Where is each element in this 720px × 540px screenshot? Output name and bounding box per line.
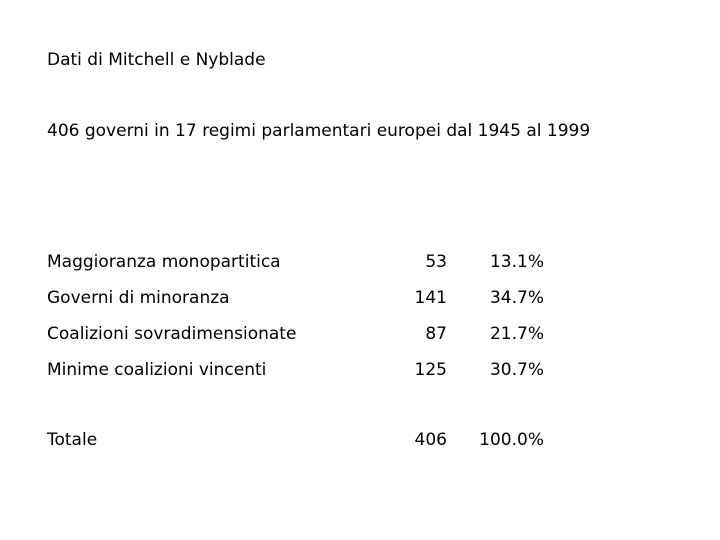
total-row	[47, 428, 567, 464]
table-row	[47, 322, 567, 358]
table-row	[47, 250, 567, 286]
total-count: 406	[414, 430, 447, 450]
row-label: Maggioranza monopartitica	[47, 252, 281, 272]
subtitle: 406 governi in 17 regimi parlamentari europei dal 1945 al 1999	[47, 121, 591, 141]
data-table	[47, 250, 567, 464]
row-label: Minime coalizioni vincenti	[47, 360, 267, 380]
row-count: 125	[414, 360, 447, 380]
row-percent: 30.7%	[489, 360, 544, 380]
row-percent: 34.7%	[489, 288, 544, 308]
page-title: Dati di Mitchell e Nyblade	[47, 50, 266, 70]
row-count: 53	[425, 252, 447, 272]
row-percent: 13.1%	[489, 252, 544, 272]
table-row	[47, 286, 567, 322]
row-label: Coalizioni sovradimensionate	[47, 324, 297, 344]
row-label: Governi di minoranza	[47, 288, 230, 308]
row-count: 87	[425, 324, 447, 344]
table-row	[47, 358, 567, 394]
row-count: 141	[414, 288, 447, 308]
total-label: Totale	[47, 430, 98, 450]
row-percent: 21.7%	[489, 324, 544, 344]
total-percent: 100.0%	[479, 430, 544, 450]
